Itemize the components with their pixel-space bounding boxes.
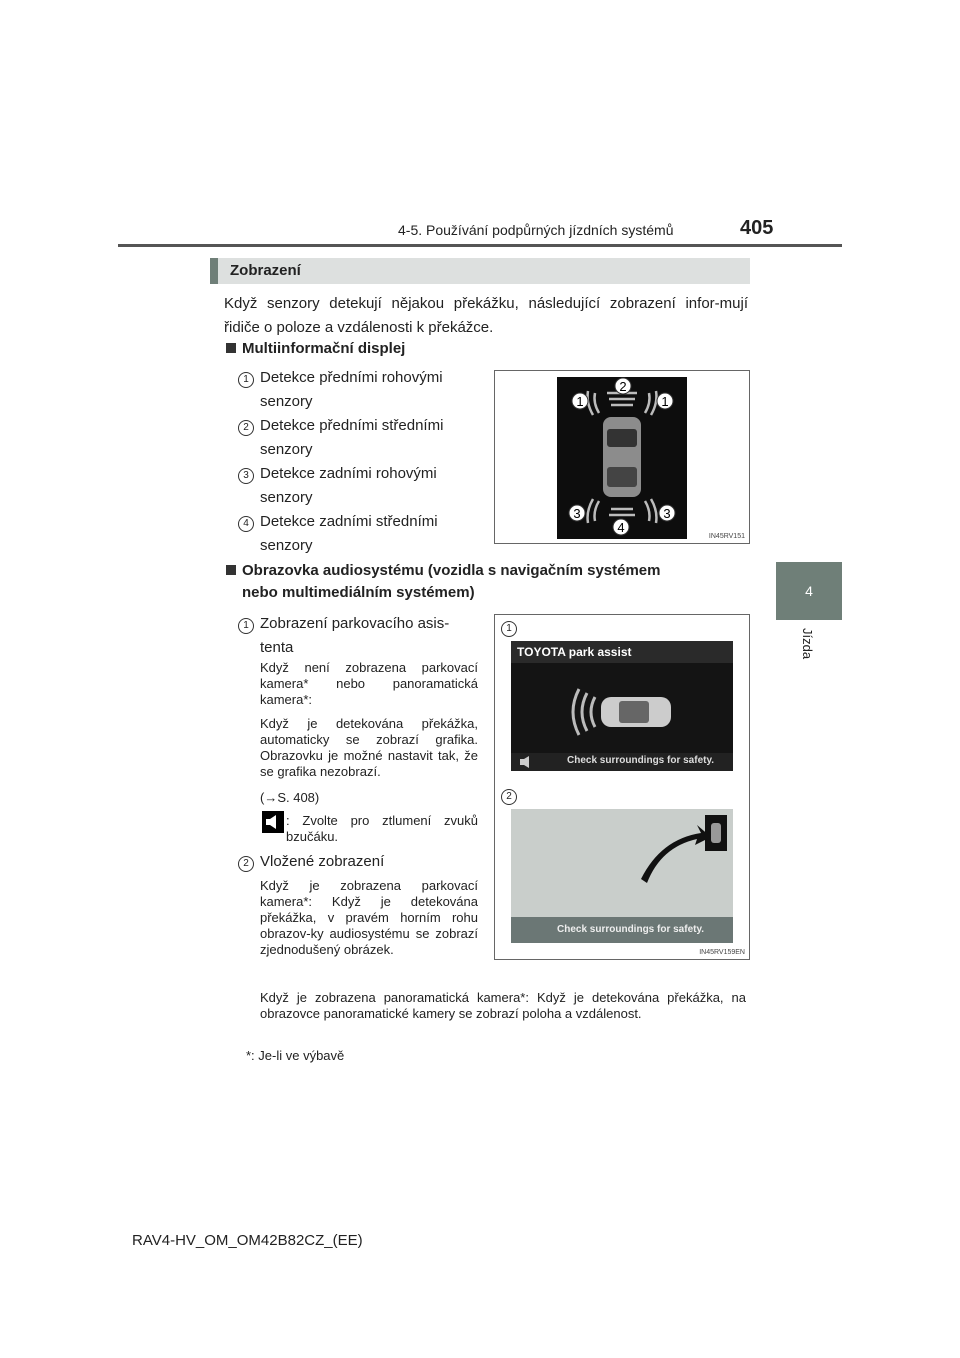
list-item — [238, 850, 478, 874]
item-text: Vložené zobrazení — [260, 853, 385, 870]
item-text: senzory — [260, 393, 313, 410]
intro-paragraph: Když senzory detekují nějakou překážku, následující zobrazení infor-mují řidiče o poloze a vzdálenosti k překážce. — [224, 295, 748, 336]
figure-label: 3 — [663, 506, 671, 521]
figure-label: 1 — [576, 394, 584, 409]
footnote: *: Je-li ve výbavě — [246, 1048, 345, 1063]
inset-screen — [511, 809, 733, 943]
figure-label: 3 — [573, 506, 581, 521]
item-text: senzory — [260, 489, 313, 506]
mute-description: : Zvolte pro ztlumení zvuků bzučáku. — [286, 813, 478, 844]
item-text: Detekce předními středními — [260, 417, 444, 434]
figure-label: 1 — [501, 621, 517, 637]
square-bullet-icon — [226, 565, 236, 575]
car-window — [607, 467, 637, 487]
note-text: Když je zobrazena panoramatická kamera*: Když je detekována překážka, na obrazovce panoramatické kamery se zobrazí poloha a vzdálenost. — [260, 990, 746, 1021]
list-item — [238, 414, 478, 458]
number-badge: 4 — [238, 516, 254, 532]
car-window — [607, 429, 637, 447]
audio-heading — [226, 562, 746, 579]
chapter-number: 4 — [805, 583, 813, 599]
chapter-tab — [776, 562, 842, 620]
note-text: Když není zobrazena parkovací kamera* nebo panoramatická kamera*: — [260, 660, 478, 707]
safety-message: Check surroundings for safety. — [557, 924, 705, 935]
audio-heading-text: Obrazovka audiosystému (vozidla s navigačním systémem — [242, 562, 661, 579]
park-assist-title: TOYOTA park assist — [511, 641, 733, 663]
chapter-label: Jízda — [800, 628, 815, 660]
list-item — [238, 366, 478, 410]
square-bullet-icon — [226, 343, 236, 353]
item-text: Detekce předními rohovými — [260, 369, 443, 386]
number-badge: 1 — [238, 372, 254, 388]
safety-message: Check surroundings for safety. — [567, 755, 715, 766]
note-ref: (→S. 408) — [260, 790, 320, 805]
item-text: tenta — [260, 639, 294, 656]
list-item — [238, 462, 478, 506]
section-path: 4-5. Používání podpůrných jízdních systémů — [398, 222, 674, 238]
figure-label: 4 — [617, 520, 625, 535]
mute-icon — [262, 811, 284, 833]
section-title: Zobrazení — [230, 262, 301, 279]
list-item — [238, 510, 478, 554]
item-text: senzory — [260, 537, 313, 554]
page-number: 405 — [740, 217, 774, 239]
multi-heading — [226, 340, 405, 357]
figure-code: IN45RV159EN — [699, 949, 745, 956]
audio-heading-cont: nebo multimediálním systémem) — [242, 584, 475, 601]
inset-status-bar — [511, 917, 733, 943]
note-text: Když je detekována překážka, automaticky se zobrazí grafika. Obrazovku je možné nastavit tak, že se grafika nezobrazí. — [260, 716, 478, 779]
item-text: Detekce zadními středními — [260, 513, 438, 530]
status-bar — [511, 753, 733, 771]
figure-multi-info — [494, 370, 750, 544]
figure-label: 1 — [661, 394, 669, 409]
multi-heading-text: Multiinformační displej — [242, 340, 406, 357]
item-text: Zobrazení parkovacího asis- — [260, 615, 450, 632]
multi-info-diagram — [495, 371, 749, 543]
number-badge: 1 — [238, 618, 254, 634]
figure-label: 2 — [501, 789, 517, 805]
list-item — [238, 612, 478, 656]
note-text: Když je zobrazena parkovací kamera*: Když je detekována překážka, v pravém horním rohu obrazov-ky audiosystému se zobrazí zjednodušený obrázek. — [260, 878, 478, 957]
number-badge: 3 — [238, 468, 254, 484]
footer-doc-code: RAV4-HV_OM_OM42B82CZ_(EE) — [132, 1232, 363, 1249]
header-rule — [118, 244, 842, 247]
park-assist-screen — [511, 641, 733, 771]
figure-audio-screens — [494, 614, 750, 960]
number-badge: 2 — [238, 856, 254, 872]
figure-label: 2 — [619, 379, 627, 394]
section-banner — [210, 258, 750, 284]
number-badge: 2 — [238, 420, 254, 436]
item-text: Detekce zadními rohovými — [260, 465, 437, 482]
speaker-icon — [517, 753, 539, 771]
figure-code: IN45RV151 — [708, 533, 745, 540]
item-text: senzory — [260, 441, 313, 458]
